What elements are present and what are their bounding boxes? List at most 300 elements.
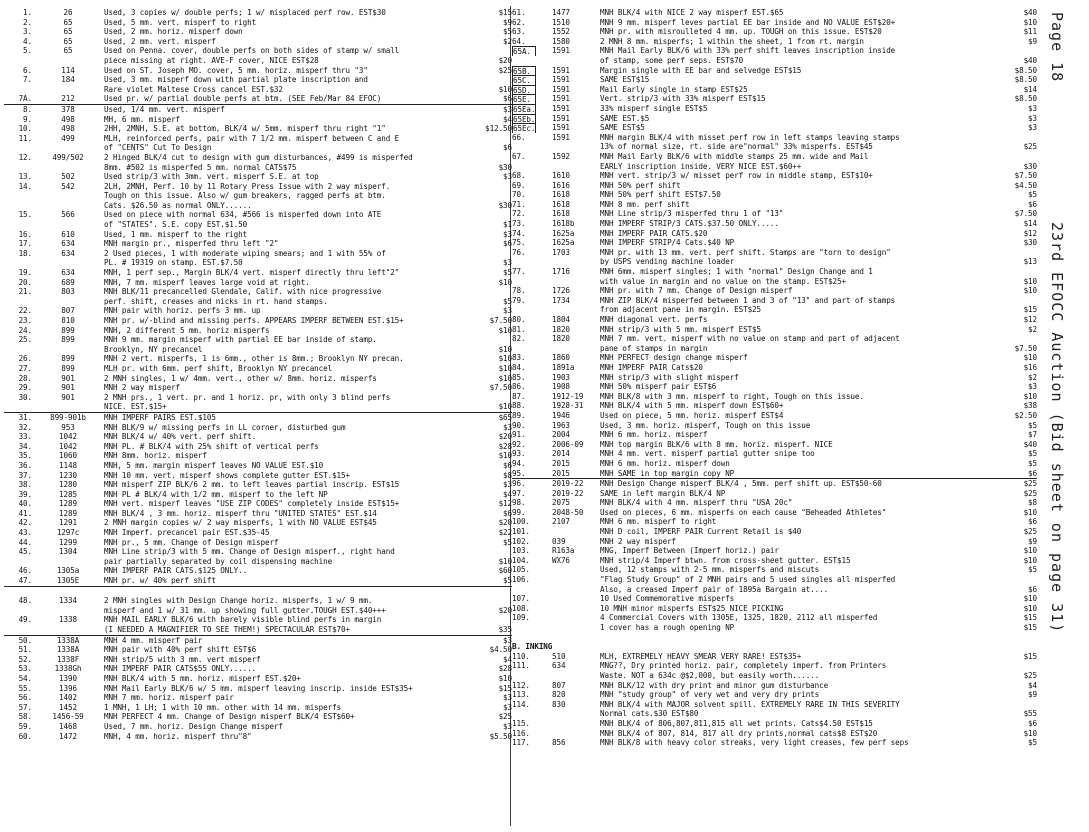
lot-description: Used strip/3 with 3mm. vert. misperf S.E. at top [104, 172, 319, 182]
scott-number: 1477 [552, 8, 570, 17]
lot-price: $3 [503, 721, 512, 731]
scott-number: 2015 [552, 458, 570, 468]
lot-row [4, 674, 512, 684]
lot-number: 14. [18, 181, 32, 191]
lot-description: MNH BLK/9 w/ missing perfs in LL corner, disturbed gum [104, 422, 346, 432]
lot-row [512, 585, 1037, 595]
lot-price: $25 [1023, 479, 1037, 489]
scott-number: 1280 [59, 480, 77, 490]
scott-number: 856 [552, 738, 566, 748]
lot-row [4, 490, 512, 500]
lot-number: 105. [512, 565, 530, 575]
lot-number: 80. [512, 315, 526, 324]
lot-row [512, 392, 1037, 402]
lot-number: 54. [18, 673, 32, 683]
lot-number: 65Ea. [513, 104, 536, 114]
lot-description: (I NEEDED A MAGNIFIER TO SEE THEM!) SPECTACULAR EST$70+ [104, 625, 350, 634]
lot-row [4, 8, 512, 18]
scott-number: 1591 [552, 46, 570, 56]
lot-price: $10 [1023, 286, 1037, 296]
lot-row [4, 163, 512, 173]
lot-price: $20 [498, 432, 512, 442]
lot-number: 29. [18, 383, 32, 393]
lot-number: 50. [18, 635, 32, 645]
scott-number: 899 [61, 354, 75, 364]
lot-price: $4 [503, 114, 512, 124]
scott-number: 1291 [59, 518, 77, 528]
lot-row [512, 623, 1037, 633]
scott-number: 1305a [56, 566, 80, 576]
lot-row [4, 576, 512, 587]
lot-price: $7.50 [1014, 343, 1037, 353]
lot-price: $13 [1023, 257, 1037, 267]
scott-number: 1734 [552, 295, 570, 305]
lot-number: 31. [18, 412, 32, 422]
lot-row [4, 684, 512, 694]
lot-price: $10 [1023, 353, 1037, 363]
lot-price: $10 [1023, 555, 1037, 565]
lot-price: $15 [1023, 651, 1037, 661]
lot-price: $5 [503, 576, 512, 586]
lot-description: MNH, 4 mm. horiz. misperf thru"8" [104, 731, 252, 741]
lot-description: MNH pr. with 7 mm. Change of Design misperf [600, 286, 793, 296]
lot-description: MNH PL # BLK/4 with 1/2 mm. misperf to the left NP [104, 489, 328, 499]
lot-description: MNH diagonal vert. perfs [600, 315, 708, 324]
lot-description: MNH pr. with 13 mm. vert. perf shift. Stamps are "torn to design" [600, 247, 891, 257]
lot-number: 68. [512, 171, 526, 181]
scott-number: 1591 [552, 65, 570, 75]
lot-row [4, 693, 512, 703]
lot-row [512, 257, 1037, 267]
lot-description: Used, 7 mm. horiz. Design Change misperf [104, 721, 283, 731]
lot-row [512, 66, 1037, 76]
scott-number: 498 [61, 114, 75, 124]
lot-number: 49. [18, 615, 32, 625]
lot-description: Used, 5 mm. vert. misperf to right [104, 17, 257, 27]
scott-number: 1552 [552, 27, 570, 37]
scott-number: 498 [61, 124, 75, 134]
lot-row [512, 469, 1037, 480]
scott-number: 1472 [59, 731, 77, 741]
lot-number: 85. [512, 372, 526, 382]
scott-number: 542 [61, 181, 75, 191]
lot-description: Used, 2 mm. horiz. misperf down [104, 27, 243, 37]
lot-number: 115. [512, 718, 530, 728]
lot-number: 8. [23, 104, 32, 114]
lot-description: Used on piece with normal 634, #566 is misperfed down into ATE [104, 210, 382, 220]
lot-row [4, 499, 512, 509]
lot-number: 66. [512, 132, 526, 142]
lot-row [512, 277, 1037, 287]
lot-row [4, 587, 512, 597]
lot-price: $3 [503, 480, 512, 490]
lot-description: SAME in left margin BLK/4 NP [600, 488, 726, 498]
lot-description: MNH D coil, IMPERF PAIR Current Retail is $40 [600, 527, 802, 537]
lot-price: $9 [1028, 36, 1037, 46]
lot-description: 2HH, 2MNH, S.E. at bottom, BLK/4 w/ 5mm. misperf thru right "1" [104, 124, 386, 134]
lot-row [512, 344, 1037, 354]
lot-row [4, 364, 512, 374]
lot-price: $10 [1023, 728, 1037, 738]
lot-row [4, 115, 512, 125]
lot-row [4, 566, 512, 576]
lot-row [4, 645, 512, 655]
scott-number: 502 [61, 172, 75, 182]
lot-description: Used, 3 mm. horiz. misperf, Tough on this issue [600, 420, 811, 430]
lot-description: MNH misperf ZIP BLK/6 2 mm. to left leaves partial inscrip. EST$15 [104, 480, 400, 490]
lot-row [4, 268, 512, 278]
lot-number: 82. [512, 334, 526, 344]
lot-row [4, 664, 512, 674]
scott-number: 1903 [552, 372, 570, 382]
lot-description: Also, a creased Imperf pair of 1895a Bargain at.... [600, 584, 829, 594]
lot-number: 102. [512, 536, 530, 546]
lot-row [512, 575, 1037, 585]
lot-number: 37. [18, 470, 32, 480]
side-header [1040, 12, 1080, 832]
lot-description: MNH BLK/8 with heavy color streaks, very light creases, few perf seps [600, 738, 909, 748]
lot-price: $3 [503, 306, 512, 316]
scott-number: 1468 [59, 721, 77, 731]
lot-description: MNH pr. w/ 40% perf shift [104, 576, 216, 586]
lot-number: 13. [18, 172, 32, 182]
lot-number: 71. [512, 199, 526, 209]
lot-row [4, 518, 512, 528]
lot-row [512, 401, 1037, 411]
scott-number: 1908 [552, 382, 570, 392]
lot-description: SAME EST$5 [600, 123, 645, 133]
lot-description: MNH IMPERF PAIR CATS.$125 ONLY.. [104, 566, 248, 576]
scott-number: 2075 [552, 498, 570, 508]
lot-price: $25 [498, 65, 512, 75]
lot-row [512, 738, 1037, 748]
scott-number: 1891a [552, 362, 575, 372]
lot-row [4, 432, 512, 442]
lot-row [512, 209, 1037, 219]
lot-price: $30 [1023, 238, 1037, 248]
lot-number: 87. [512, 391, 526, 401]
lot-row [512, 633, 1037, 643]
lot-number: 60. [18, 731, 32, 741]
lot-price: $3 [503, 422, 512, 432]
lot-description: MNH SAME in top margin copy NP [600, 468, 735, 478]
lot-price: $3 [503, 104, 512, 114]
lot-price: $5 [1028, 458, 1037, 468]
lot-price: $10 [498, 277, 512, 287]
scott-number: 1591 [552, 94, 570, 104]
lot-description: Rare violet Maltese Cross cancel EST.$32 [104, 84, 283, 94]
lot-number: 11. [18, 133, 32, 143]
lot-row [4, 509, 512, 519]
lot-description: 1 MNH, 1 LH; 1 with 10 mm. other with 14 mm. misperfs [104, 702, 342, 712]
lot-description: 2LH, 2MNH, Perf. 10 by 11 Rotary Press Issue with 2 way misperf. [104, 181, 391, 191]
lot-price: $2.50 [1014, 410, 1037, 420]
lot-row [4, 124, 512, 134]
scott-number: 2014 [552, 449, 570, 459]
scott-number: 1591 [552, 75, 570, 85]
scott-number: 634 [552, 661, 566, 671]
lot-price: $55 [1023, 709, 1037, 719]
lot-description: by USPS vending machine loader [600, 257, 735, 267]
lot-price: $8.50 [1014, 94, 1037, 104]
scott-number: 510 [552, 651, 566, 661]
lot-row [4, 335, 512, 345]
lot-row [4, 316, 512, 326]
lot-price: $12 [1023, 315, 1037, 324]
lot-number: 94. [512, 458, 526, 468]
lot-row [512, 334, 1037, 344]
lot-price: $10 [498, 673, 512, 683]
lot-number: 3. [23, 27, 32, 37]
lot-number: 12. [18, 152, 32, 162]
scott-number: 1297c [56, 528, 80, 538]
lot-number: 70. [512, 190, 526, 200]
lot-price: $28 [498, 441, 512, 451]
lot-price: $6 [503, 508, 512, 518]
lot-row [4, 278, 512, 288]
lot-row [4, 326, 512, 336]
lot-description: Normal cats.$30 EST$80 [600, 709, 699, 719]
scott-number: 2107 [552, 517, 570, 527]
lot-description: MNH margin pr., misperfed thru left "2" [104, 239, 279, 249]
lot-description: 1 cover has a rough opening NP [600, 623, 735, 632]
lot-row [512, 238, 1037, 248]
scott-number: 499 [61, 133, 75, 143]
lot-row [512, 671, 1037, 681]
lot-description: of stamp, some perf seps. EST$70 [600, 55, 744, 65]
lot-number: 67. [512, 151, 526, 161]
lot-description: 2 Used pieces, 1 with moderate wiping smears; and 1 with 55% of [104, 248, 386, 258]
lot-description: MNH BLK/4 with MAJOR solvent spill. EXTREMELY RARE IN THIS SEVERITY [600, 699, 900, 709]
lot-number: 30. [18, 392, 32, 402]
lot-row [4, 287, 512, 297]
lot-number: 6. [23, 65, 32, 75]
lot-description: MNH 2 vert. misperfs, 1 is 6mm., other is 8mm.; Brooklyn NY precan. [104, 354, 404, 364]
lot-description: MNH IMPERF PAIRS EST.$105 [104, 412, 216, 422]
lot-row [4, 703, 512, 713]
lot-row [512, 565, 1037, 575]
lot-number: 56. [18, 693, 32, 703]
lot-price: $10 [498, 402, 512, 412]
lot-row [512, 325, 1037, 335]
scott-number: 1230 [59, 470, 77, 480]
lot-price: $7.50 [489, 316, 512, 325]
lot-row [512, 729, 1037, 739]
lot-description: Used, 3 mm. misperf down with partial plate inscription and [104, 75, 368, 85]
scott-number: 2015 [552, 468, 570, 478]
lot-price: $10 [498, 363, 512, 373]
lot-description: MNH 50% perf shift [600, 180, 681, 190]
lot-number: 65E. [512, 94, 536, 104]
lot-number: 69. [512, 180, 526, 190]
lot-row [512, 604, 1037, 614]
lot-description: MNH, 1 perf sep., Margin BLK/4 vert. misperf directly thru left"2" [104, 268, 400, 278]
scott-number: 1338F [56, 654, 80, 664]
lot-row [4, 297, 512, 307]
lot-price: $8 [503, 470, 512, 480]
lot-number: 117. [512, 738, 530, 748]
lot-number: 40. [18, 499, 32, 509]
lot-description: SAME EST$15 [600, 75, 650, 85]
right-column [512, 8, 1037, 748]
lot-description: MH, 6 mm. misperf [104, 114, 181, 124]
lot-description: MNH 8mm. horiz. misperf [104, 451, 207, 461]
lot-price: $25 [1023, 670, 1037, 680]
lot-row [512, 508, 1037, 518]
lot-number: 92. [512, 439, 526, 449]
lot-number: 32. [18, 422, 32, 432]
page-number: Page 18 [1048, 12, 1066, 83]
scott-number: 1618b [552, 219, 575, 229]
lot-row [512, 104, 1037, 114]
lot-row [4, 451, 512, 461]
lot-row [512, 46, 1037, 56]
lot-row [4, 712, 512, 722]
lot-description: MLH pr. with 6mm. perf shift, Brooklyn NY precancel [104, 363, 333, 373]
lot-row [512, 123, 1037, 133]
scott-number: 1804 [552, 315, 570, 324]
lot-row [4, 655, 512, 665]
lot-price: $5 [1028, 738, 1037, 748]
lot-row [512, 479, 1037, 489]
lot-row [512, 459, 1037, 469]
lot-number: 65Ec. [513, 124, 536, 133]
lot-description: MNH Mail Early BLK/6 with 33% perf shift leaves inscription inside [600, 46, 896, 56]
lot-row [4, 374, 512, 384]
lot-number: 38. [18, 480, 32, 490]
lot-price: $1 [503, 220, 512, 230]
lot-price: $3 [503, 693, 512, 703]
lot-row [4, 201, 512, 211]
lot-row [512, 200, 1037, 210]
lot-price: $5 [503, 296, 512, 306]
lot-number: 15. [18, 210, 32, 220]
lot-description: MNH, 5 mm. margin misperf leaves NO VALUE EST.$10 [104, 460, 324, 470]
lot-row [512, 700, 1037, 710]
lot-number: 48. [18, 596, 32, 606]
lot-number: 63. [512, 27, 526, 37]
lot-row [512, 537, 1037, 547]
lot-price: $10 [1023, 276, 1037, 286]
lot-description: piece missing at right. AVE-F cover, NICE EST$28 [104, 55, 319, 65]
lot-number: 45. [18, 547, 32, 557]
scott-number: 1591 [552, 84, 570, 94]
lot-row [512, 556, 1037, 566]
lot-number: 39. [18, 489, 32, 499]
lot-description: pane of stamps in margin [600, 343, 708, 353]
lot-description: MNH strip/4 Imperf btwn. from cross-sheet gutter. EST$15 [600, 555, 851, 565]
lot-number: 114. [512, 699, 530, 709]
scott-number: 610 [61, 229, 75, 239]
lot-number: 99. [512, 507, 526, 517]
scott-number: 1591 [552, 103, 570, 113]
lot-number: 116. [512, 728, 530, 738]
scott-number: 1580 [552, 36, 570, 46]
lot-price: $10 [1023, 594, 1037, 604]
lot-row [4, 210, 512, 220]
lot-number: 20. [18, 277, 32, 287]
lot-description: MNH pr. with misroulleted 4 mm. up. TOUGH on this issue. EST$20 [600, 27, 882, 37]
lot-description: Used pr. w/ partial double perfs at btm. (SEE Feb/Mar 84 EFOC) [104, 94, 382, 104]
lot-number: 104. [512, 555, 530, 565]
lot-description: pair partially separated by coil dispensing machine [104, 556, 333, 566]
lot-row [512, 8, 1037, 18]
scott-number: 1591 [552, 113, 570, 123]
lot-price: $6 [503, 239, 512, 249]
lot-number: 18. [18, 248, 32, 258]
lot-price: $15 [1023, 305, 1037, 315]
lot-price: $10 [498, 354, 512, 364]
lot-description: MNH BLK/11 precancelled Glendale, Calif. with nice progressive [104, 287, 382, 297]
lot-price: $3 [503, 258, 512, 268]
lot-row [4, 471, 512, 481]
lot-description: 10 Used Commemorative misperfs [600, 594, 735, 604]
scott-number: 634 [61, 239, 75, 249]
lot-row [4, 249, 512, 259]
lot-price: $11 [1023, 27, 1037, 37]
scott-number: 184 [61, 75, 75, 85]
lot-number: 1. [23, 8, 32, 17]
lot-number: 112. [512, 680, 530, 690]
lot-row [4, 258, 512, 268]
lot-row [4, 306, 512, 316]
lot-price: $6 [503, 460, 512, 470]
lot-description: MNH 4 mm. vert. misperf partial gutter snipe too [600, 449, 815, 459]
lot-description: MNH 6 mm. horiz. misperf down [600, 458, 730, 468]
lot-price: $6 [1028, 584, 1037, 594]
lot-number: 72. [512, 209, 526, 219]
lot-row [4, 383, 512, 393]
scott-number: 1912-19 [552, 391, 584, 401]
lot-row [512, 75, 1037, 85]
lot-description: MNH top margin BLK/6 with 8 mm. horiz. misperf. NICE [600, 439, 833, 449]
lot-price: $12 [498, 499, 512, 509]
lot-description: MNH BLK/4 of 806,807,811,815 all wet prints. Cats$4.50 EST$15 [600, 718, 873, 728]
lot-description: MNH PERFECT design change misperf [600, 353, 748, 363]
lot-row [512, 421, 1037, 431]
lot-number: 73. [512, 219, 526, 229]
lot-description: MNH BLK/4 with NICE 2 way misperf EST.$65 [600, 8, 784, 17]
lot-description: Used, 1 mm. misperf to the right [104, 229, 248, 239]
lot-row [4, 134, 512, 144]
lot-price: $3 [1028, 113, 1037, 123]
lot-number: 10. [18, 124, 32, 134]
lot-row [4, 547, 512, 557]
lot-description: SAME EST.$5 [600, 113, 650, 123]
scott-number: 039 [552, 536, 566, 546]
section-heading [512, 642, 1037, 652]
lot-description: Vert. strip/3 with 33% misperf EST$15 [600, 94, 766, 104]
lot-number: 78. [512, 286, 526, 296]
lot-price: $12 [1023, 228, 1037, 238]
lot-number: 25. [18, 335, 32, 345]
lot-number: 28. [18, 373, 32, 383]
lot-description: 13% of normal size, rt. side are"normal" 33% misperfs. EST$45 [600, 142, 873, 152]
lot-number: 23. [18, 316, 32, 325]
lot-row [512, 373, 1037, 383]
scott-number: 1860 [552, 353, 570, 363]
lot-price: $6 [1028, 718, 1037, 728]
lot-number: 91. [512, 430, 526, 440]
lot-description: MNH pr. w/-blind and missing perfs. APPEARS IMPERF BETWEEN EST.$15+ [104, 316, 404, 325]
lot-number: 90. [512, 420, 526, 430]
lot-row [4, 143, 512, 153]
lot-description: MNH 8 mm. perf shift [600, 199, 690, 209]
lot-description: MNH PERFECT 4 mm. Change of Design misperf BLK/4 EST$60+ [104, 712, 355, 722]
lot-number: 93. [512, 449, 526, 459]
lot-number: 65D. [512, 85, 536, 95]
lot-description: MNH 2 way misperf [104, 383, 181, 393]
